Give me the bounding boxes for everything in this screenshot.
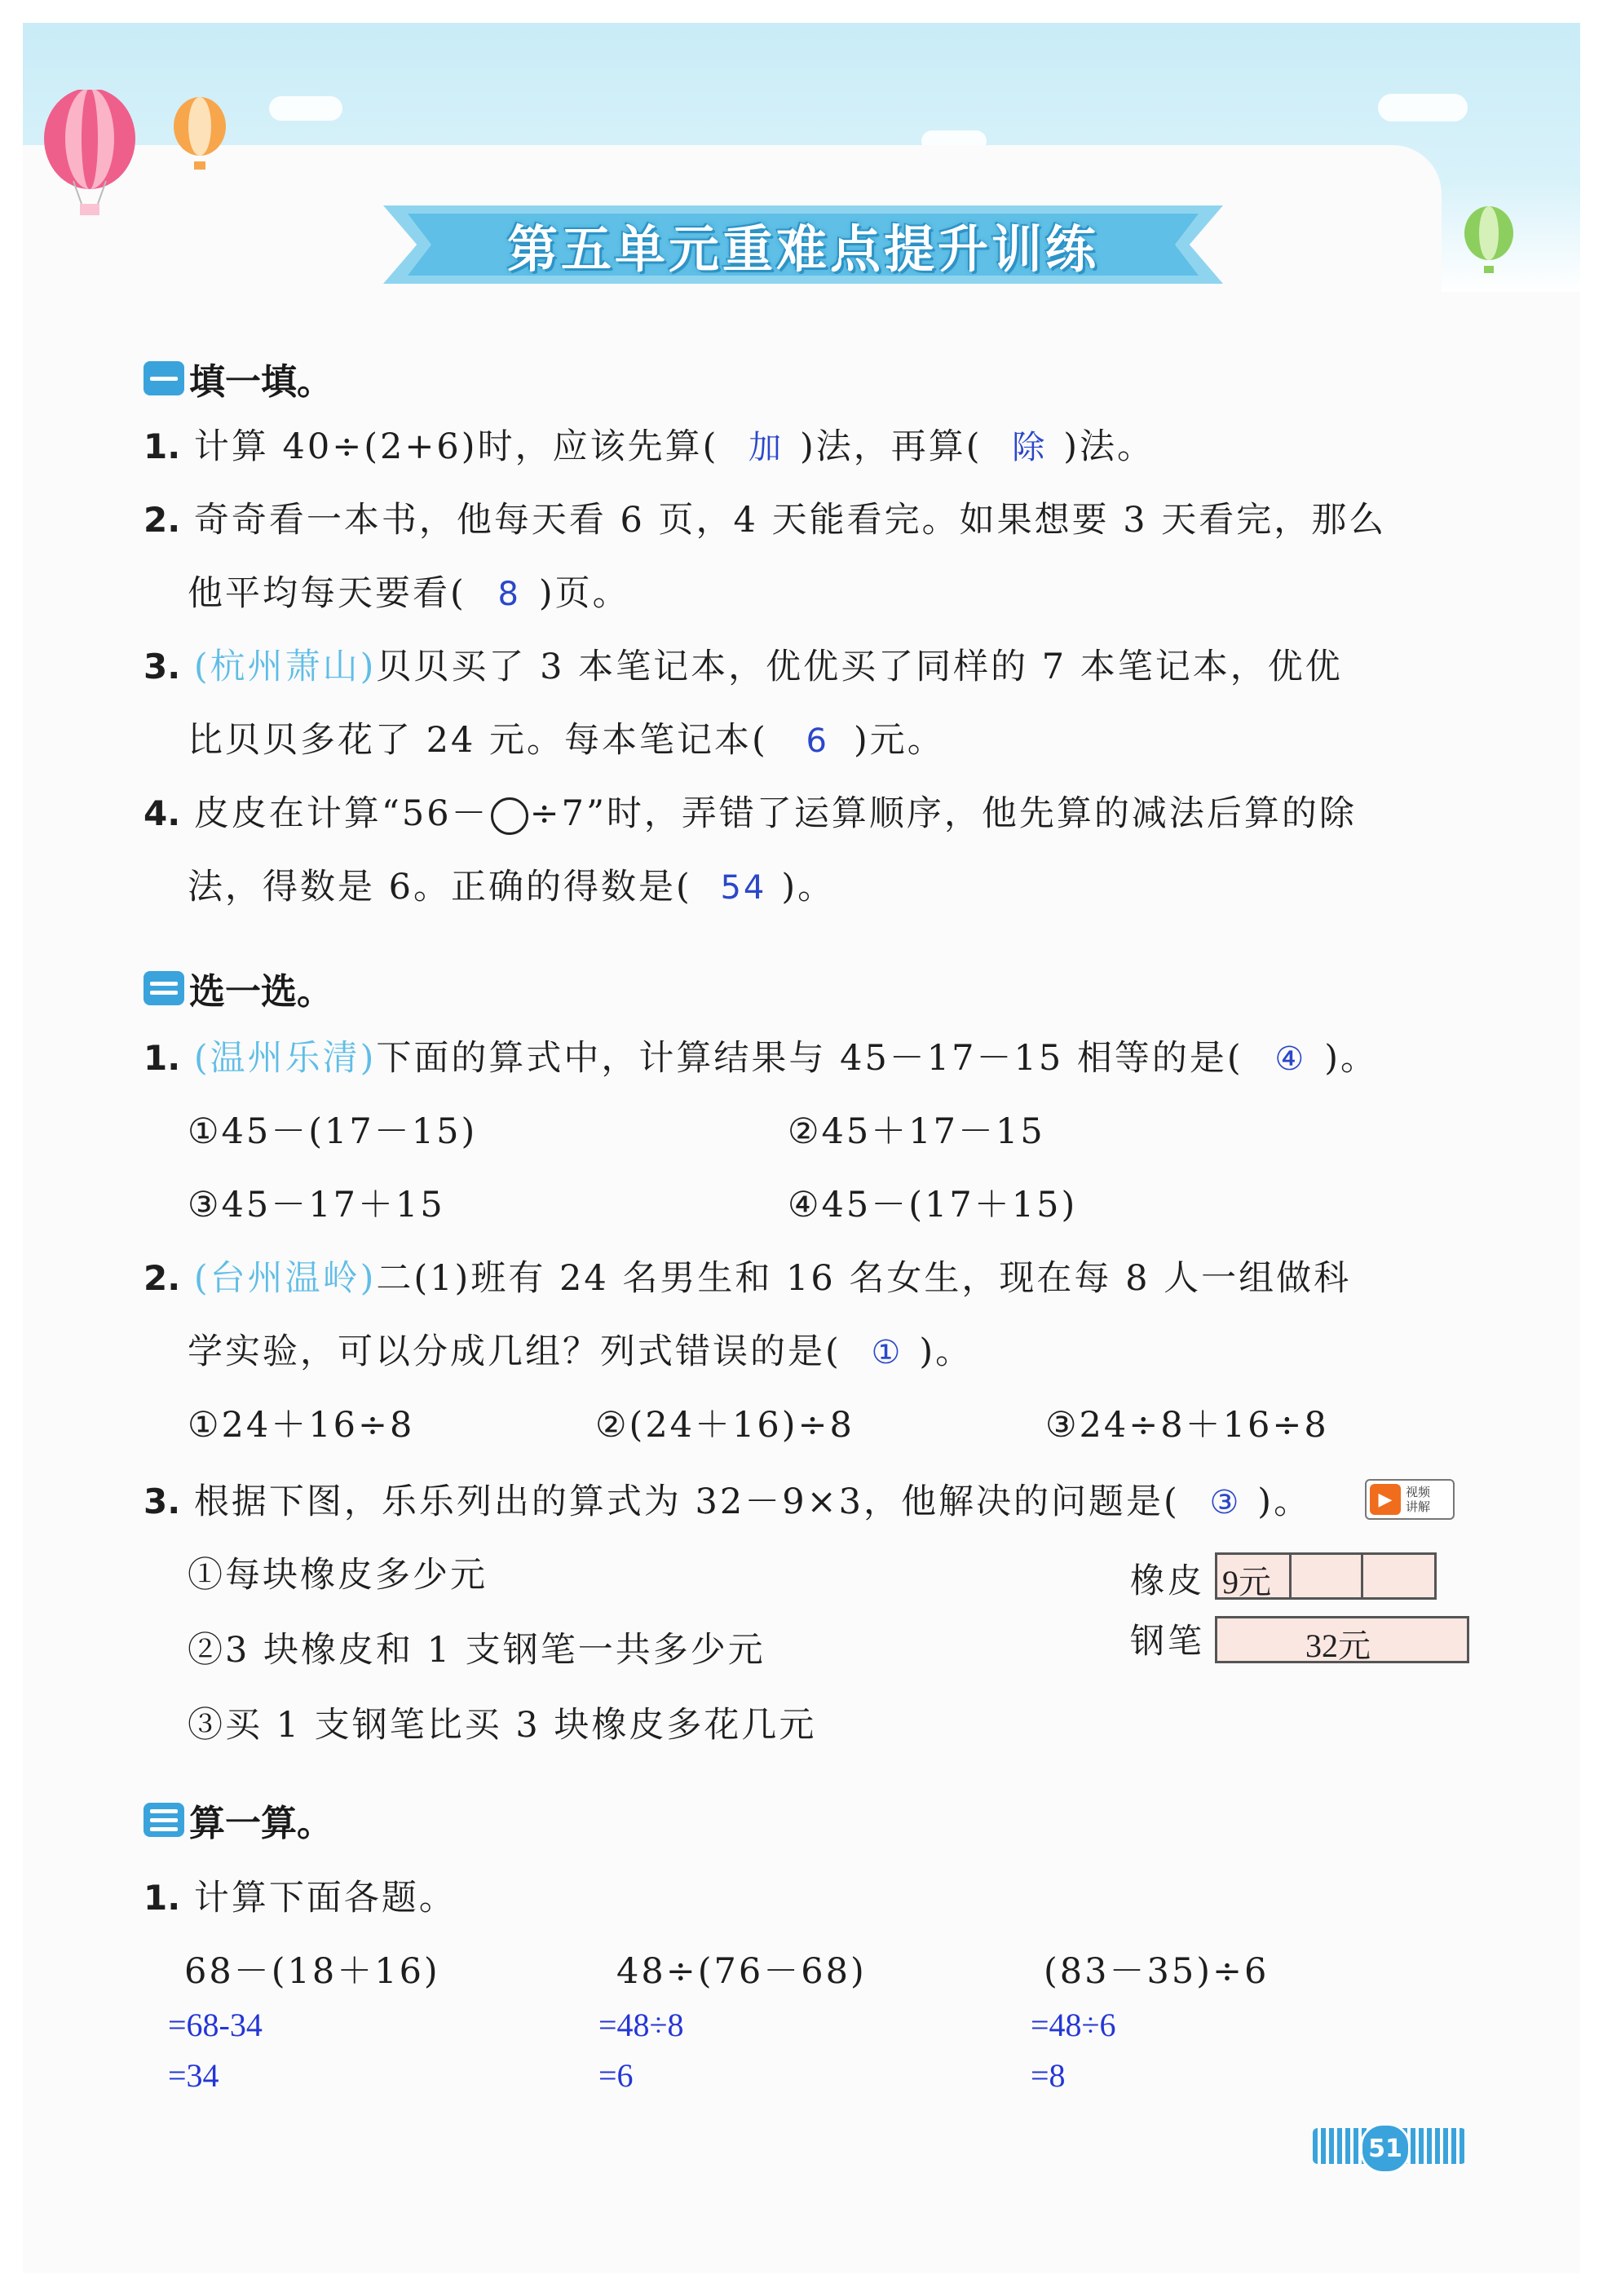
video-label-line: 讲解 [1406, 1499, 1431, 1514]
option: ②45＋17－15 [788, 1111, 1045, 1152]
eraser-bar [1215, 1552, 1437, 1600]
section-one-icon [144, 361, 184, 395]
question-text: )。 [1257, 1481, 1312, 1522]
cloud-decoration [269, 96, 342, 121]
question-fill-4-line2 [188, 859, 835, 909]
video-label [1406, 1485, 1430, 1514]
handwritten-step: =68-34 [168, 2007, 263, 2043]
section-choose-header [144, 962, 333, 1014]
question-text: )元。 [853, 720, 945, 761]
hot-air-balloon-icon [33, 90, 245, 228]
question-text: 计算下面各题。 [193, 1878, 457, 1918]
question-fill-2-line2 [188, 566, 630, 616]
question-fill-4 [144, 786, 1357, 836]
answer-mark: ③ [1209, 1484, 1242, 1521]
question-text: 学实验，可以分成几组？列式错误的是( [188, 1331, 841, 1372]
option: ③买 1 支钢笔比买 3 块橡皮多花几元 [188, 1705, 817, 1746]
question-calc-1 [144, 1870, 457, 1920]
question-number: 3. [144, 1481, 181, 1521]
question-fill-2 [144, 492, 1386, 542]
question-source: (温州乐清) [193, 1038, 377, 1079]
page-number: 51 [1360, 2123, 1411, 2174]
calc-expression: 68－(18＋16) [184, 1951, 440, 1992]
question-number: 4. [144, 793, 181, 833]
calc-expression: (83－35)÷6 [1044, 1951, 1270, 1992]
question-choose-1 [144, 1031, 1378, 1080]
section-title: 选一选。 [189, 971, 333, 1013]
answer-mark: 8 [497, 576, 521, 613]
option: ①24＋16÷8 [188, 1405, 415, 1446]
question-text: 法，得数是 6。正确的得数是( [188, 867, 692, 907]
answer-mark: 54 [720, 869, 767, 907]
option: ③24÷8＋16÷8 [1045, 1405, 1329, 1446]
hot-air-balloon-icon [1456, 205, 1521, 279]
answer-mark: 6 [806, 722, 829, 760]
option: ②(24＋16)÷8 [595, 1405, 854, 1446]
answer-mark: 加 [749, 429, 784, 466]
section-fill-header [144, 352, 333, 404]
pen-label: 钢笔 [1130, 1621, 1206, 1661]
pen-value: 32元 [1305, 1627, 1371, 1664]
question-choose-2-line2 [188, 1324, 973, 1374]
question-choose-3 [144, 1474, 1311, 1524]
section-title: 算一算。 [189, 1803, 333, 1844]
option: ②3 块橡皮和 1 支钢笔一共多少元 [188, 1630, 766, 1671]
question-text: )。 [781, 867, 836, 907]
video-explanation-button[interactable] [1365, 1479, 1455, 1520]
blank-circle-icon [491, 797, 528, 835]
question-number: 1. [144, 1038, 181, 1078]
question-text: )页。 [538, 573, 630, 614]
question-choose-2 [144, 1251, 1351, 1300]
handwritten-step: =6 [598, 2057, 634, 2094]
question-fill-3 [144, 639, 1343, 689]
question-text: ÷7”时，弄错了运算顺序，他先算的减法后算的除 [529, 793, 1357, 834]
question-text: 计算 40÷(2+6)时，应该先算( [193, 426, 719, 467]
question-text: 二(1)班有 24 名男生和 16 名女生，现在每 8 人一组做科 [376, 1258, 1352, 1299]
pen-bar [1215, 1616, 1469, 1663]
answer-mark: 除 [1012, 429, 1048, 466]
question-text: 他平均每天要看( [188, 573, 466, 614]
cloud-decoration [1378, 94, 1468, 121]
question-fill-1 [144, 419, 1155, 469]
video-label-line: 视频 [1406, 1485, 1431, 1499]
handwritten-step: =8 [1031, 2057, 1066, 2094]
option: ①45－(17－15) [188, 1111, 478, 1152]
bar-segment-divider [1289, 1555, 1292, 1597]
question-fill-3-line2 [188, 713, 945, 762]
question-text: 比贝贝多花了 24 元。每本笔记本( [188, 720, 768, 761]
eraser-value: 9元 [1222, 1564, 1271, 1601]
question-number: 2. [144, 1258, 181, 1298]
option: ④45－(17＋15) [788, 1185, 1078, 1225]
section-title: 填一填。 [189, 361, 333, 403]
question-text: )。 [919, 1331, 974, 1372]
answer-mark: ④ [1274, 1040, 1307, 1078]
question-text: )法。 [1063, 426, 1155, 467]
bar-segment-divider [1361, 1555, 1363, 1597]
question-source: (杭州萧山) [193, 647, 377, 687]
question-text: 下面的算式中，计算结果与 45－17－15 相等的是( [376, 1038, 1243, 1079]
option: ③45－17＋15 [188, 1185, 445, 1225]
question-number: 3. [144, 647, 181, 687]
option: ①每块橡皮多少元 [188, 1555, 488, 1596]
question-text: 奇奇看一本书，他每天看 6 页，4 天能看完。如果想要 3 天看完，那么 [193, 500, 1387, 541]
question-text: 贝贝买了 3 本笔记本，优优买了同样的 7 本笔记本，优优 [376, 647, 1343, 687]
question-text: 皮皮在计算“56－ [193, 793, 489, 834]
question-number: 2. [144, 500, 181, 540]
handwritten-step: =48÷8 [598, 2007, 684, 2043]
question-number: 1. [144, 426, 181, 466]
answer-mark: ① [871, 1334, 903, 1371]
play-icon: ▶ [1370, 1484, 1401, 1515]
question-number: 1. [144, 1878, 181, 1918]
calc-expression: 48÷(76－68) [616, 1951, 867, 1992]
question-text: 根据下图，乐乐列出的算式为 32－9×3，他解决的问题是( [193, 1481, 1180, 1522]
question-text: )法，再算( [800, 426, 983, 467]
question-text: )。 [1324, 1038, 1378, 1079]
eraser-label: 橡皮 [1130, 1561, 1206, 1601]
page-title: 第五单元重难点提升训练 [506, 219, 1099, 279]
question-source: (台州温岭) [193, 1258, 377, 1299]
handwritten-step: =48÷6 [1031, 2007, 1116, 2043]
section-two-icon [144, 971, 184, 1005]
handwritten-step: =34 [168, 2057, 219, 2094]
section-three-icon [144, 1803, 184, 1837]
section-calc-header [144, 1794, 333, 1846]
